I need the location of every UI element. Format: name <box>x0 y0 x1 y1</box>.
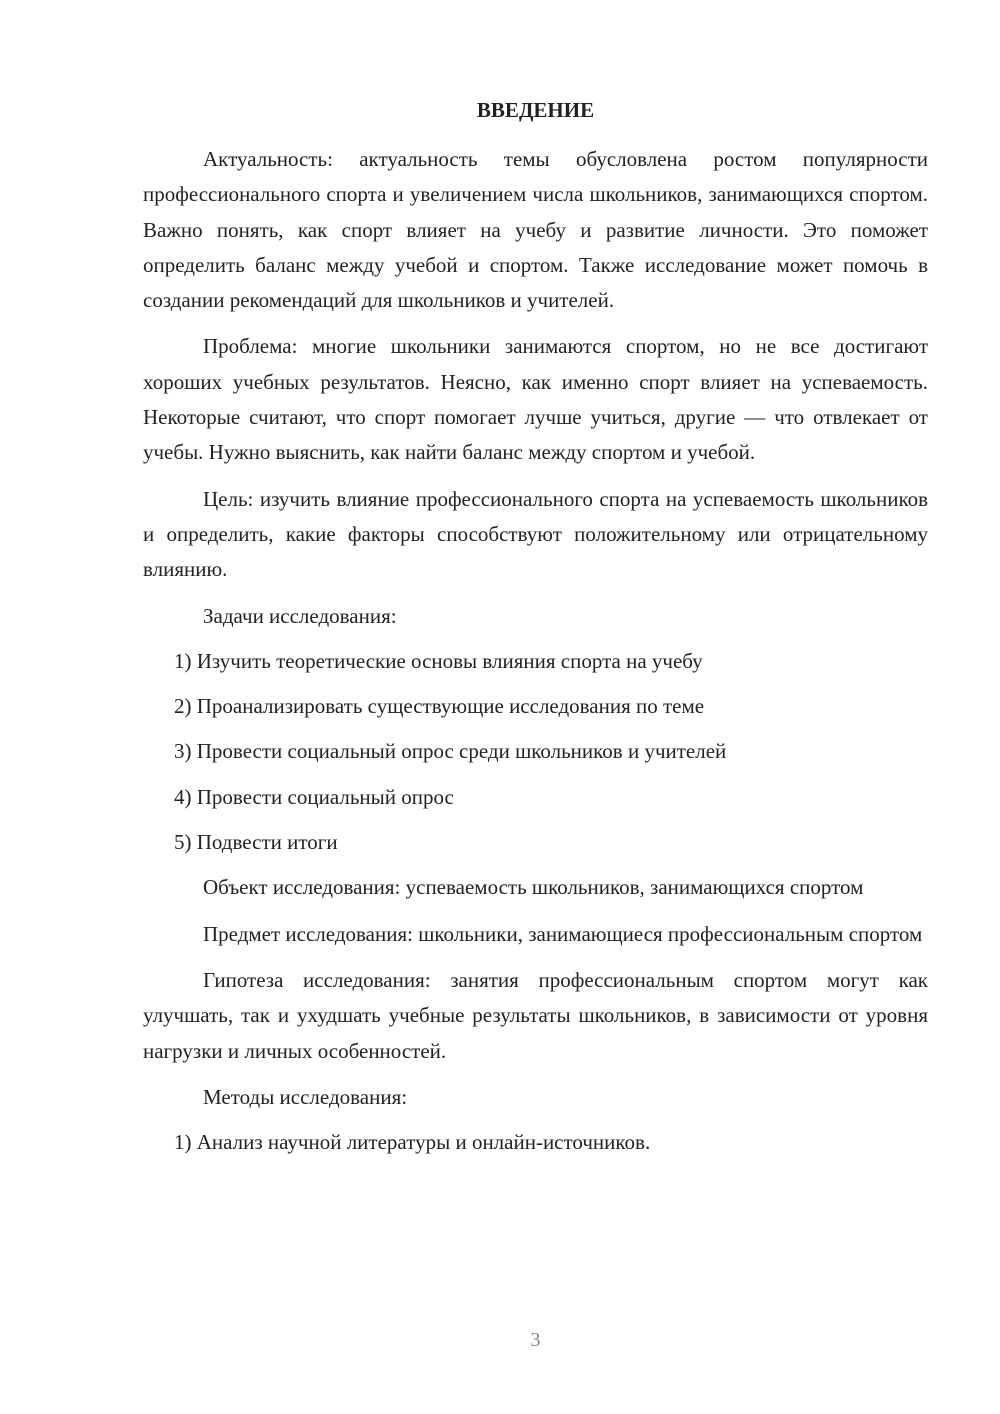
document-body <box>143 142 928 1170</box>
methods-heading: Методы исследования: <box>203 1084 408 1109</box>
problem-paragraph: Проблема: многие школьники занимаются спортом, но не все достигают хороших учебных результатов. Неясно, как именно спорт влияет на успеваемость. Некоторые считают, что спорт помогает лучше учиться, другие — что отвлекает от учебы. Нужно выяснить, как найти баланс между спортом и учебой. <box>143 334 928 465</box>
task-item: 5) Подвести итоги <box>174 830 338 855</box>
task-item: 2) Проанализировать существующие исследования по теме <box>174 694 705 719</box>
goal-paragraph: Цель: изучить влияние профессионального спорта на успеваемость школьников и определить, какие факторы способствуют положительному или отрицательному влиянию. <box>143 486 928 582</box>
relevance-paragraph: Актуальность: актуальность темы обусловлена ростом популярности профессионального спорта и увеличением числа школьников, занимающихся спортом. Важно понять, как спорт влияет на учебу и развитие личности. Это поможет определить баланс между учебой и спортом. Также исследование может помочь в создании рекомендаций для школьников и учителей. <box>143 147 928 313</box>
tasks-heading: Задачи исследования: <box>203 603 397 628</box>
section-title: ВВЕДЕНИЕ <box>476 98 595 122</box>
methods-list <box>143 1125 928 1160</box>
document-page <box>143 0 928 1414</box>
task-item: 4) Провести социальный опрос <box>174 784 454 809</box>
task-item: 3) Провести социальный опрос среди школьников и учителей <box>174 739 727 764</box>
method-item: 1) Анализ научной литературы и онлайн-источников. <box>174 1130 651 1155</box>
subject-paragraph: Предмет исследования: школьники, занимающиеся профессиональным спортом <box>203 921 923 946</box>
object-paragraph: Объект исследования: успеваемость школьников, занимающихся спортом <box>203 875 864 900</box>
hypothesis-paragraph: Гипотеза исследования: занятия профессиональным спортом могут как улучшать, так и ухудшать учебные результаты школьников, в зависимости от уровня нагрузки и личных особенностей. <box>143 967 928 1063</box>
task-item: 1) Изучить теоретические основы влияния спорта на учебу <box>174 648 703 673</box>
tasks-list <box>143 644 928 860</box>
page-number: 3 <box>530 1329 541 1351</box>
